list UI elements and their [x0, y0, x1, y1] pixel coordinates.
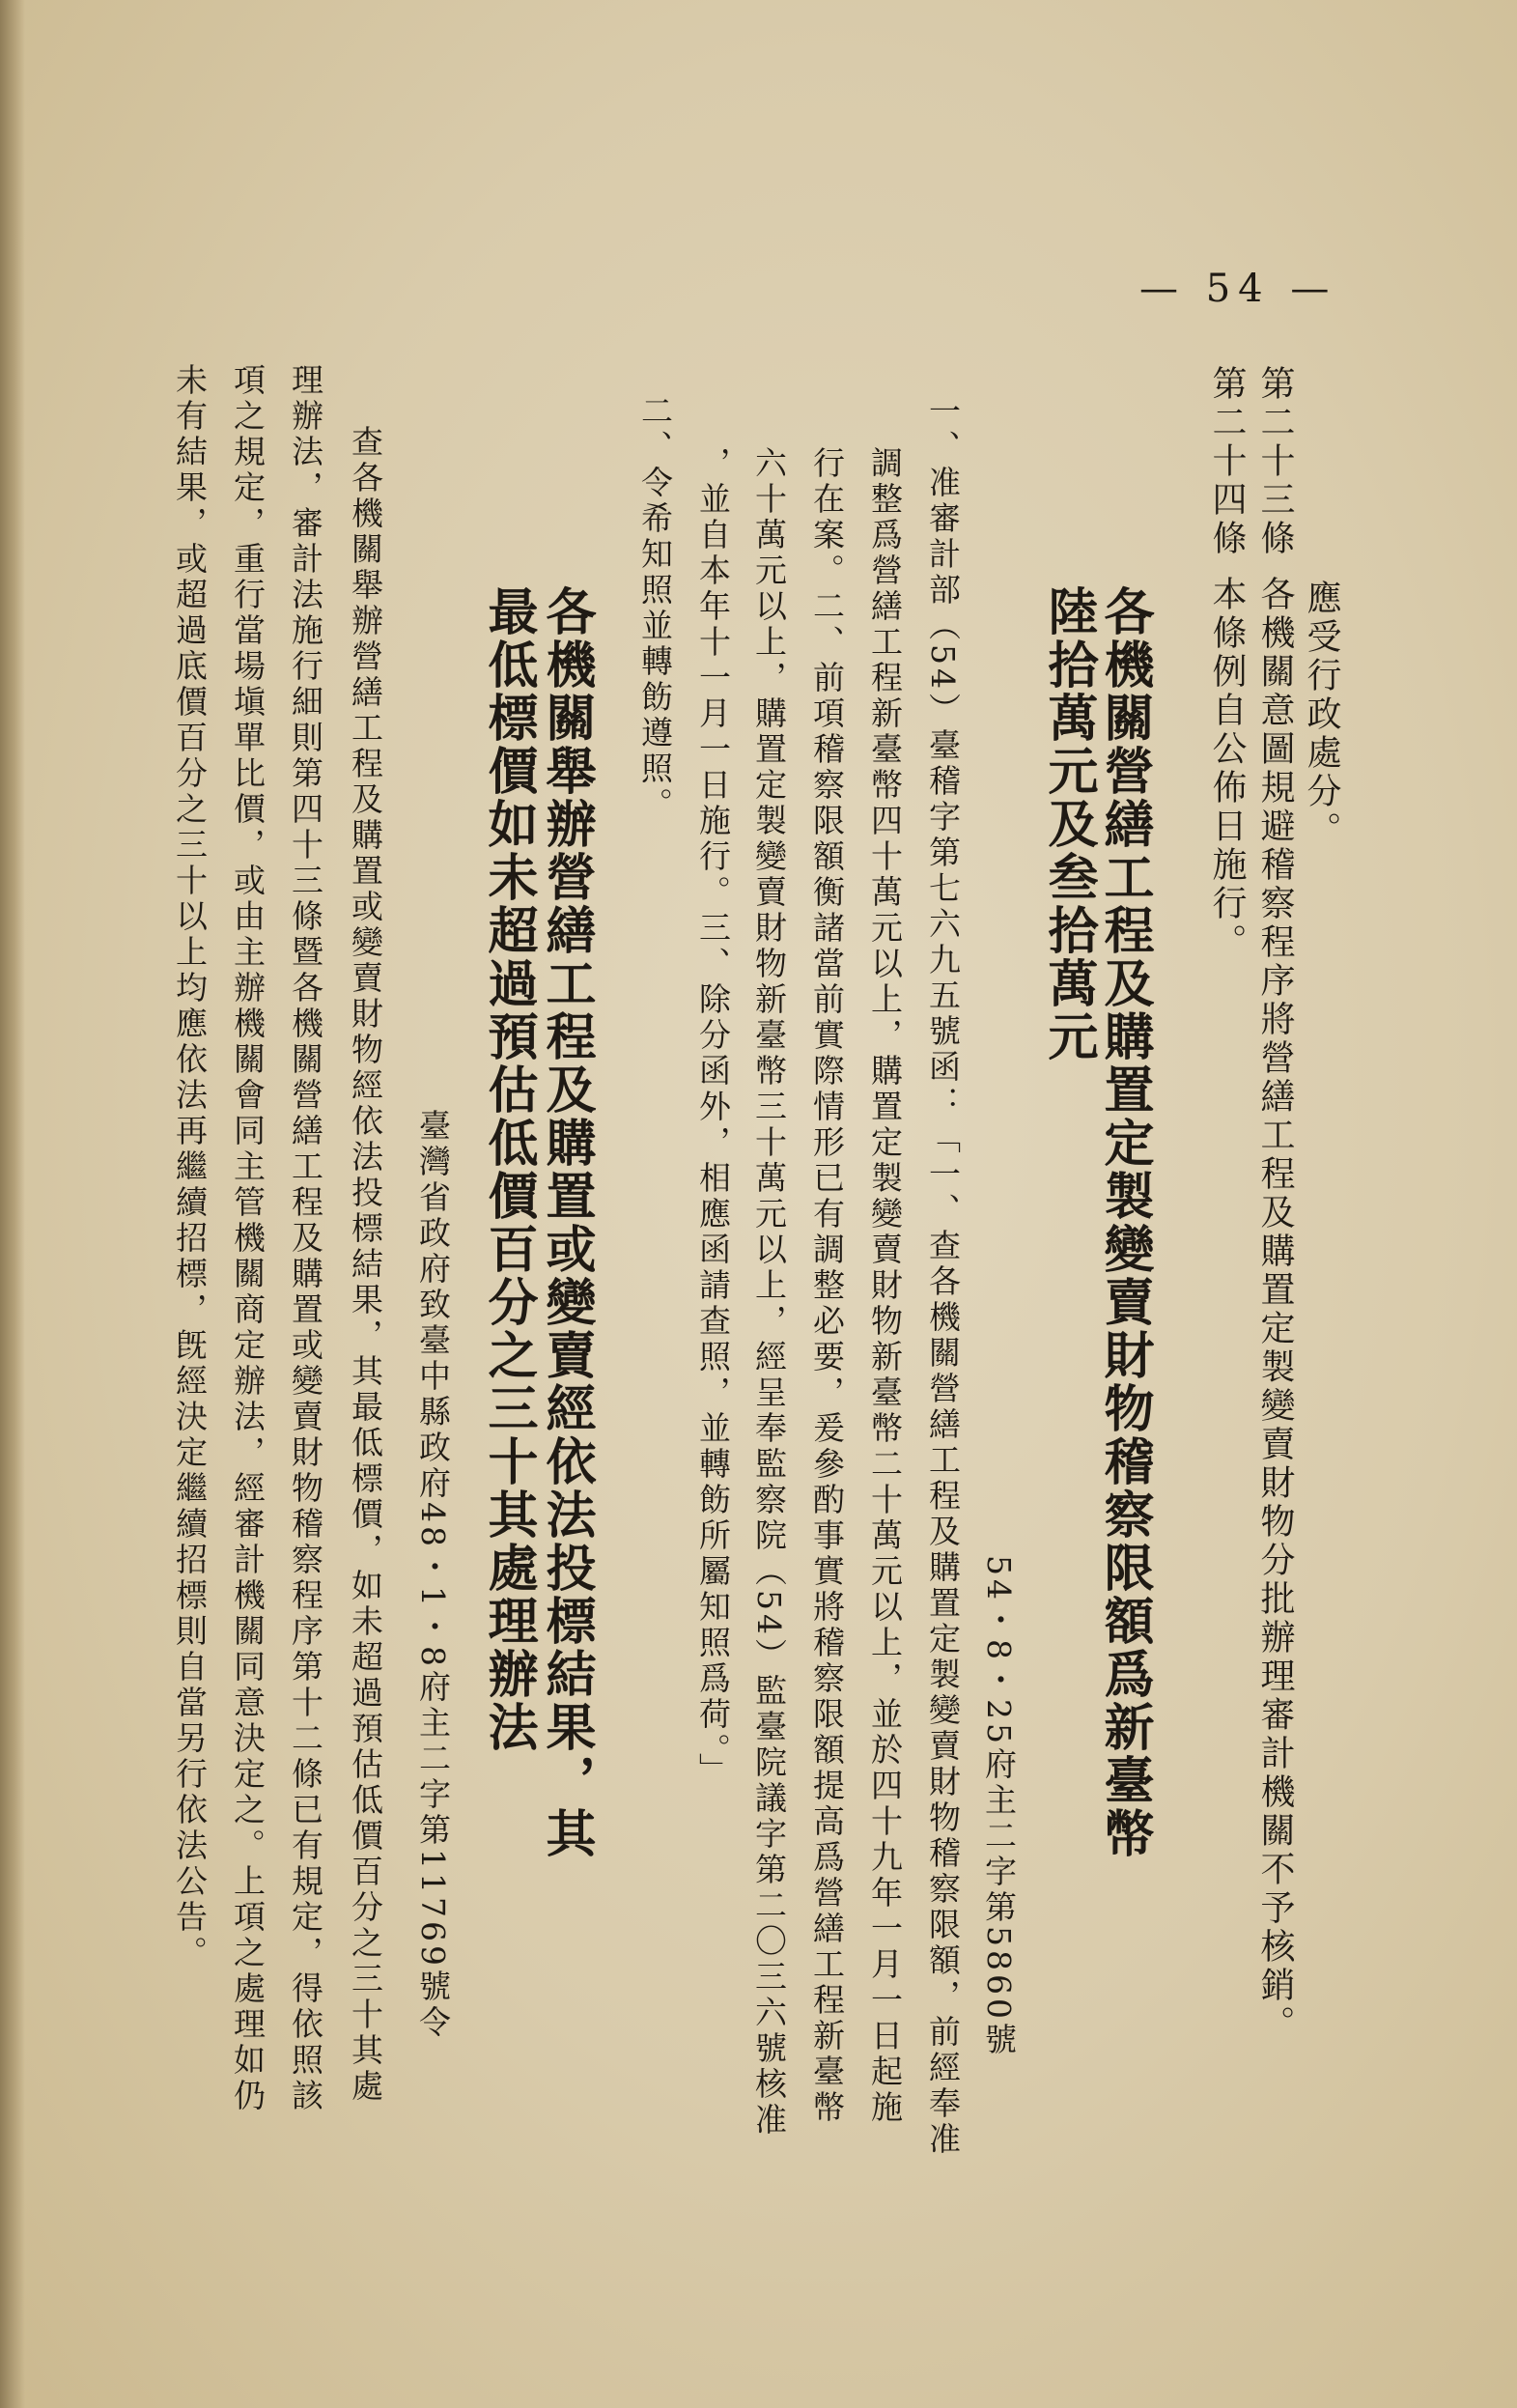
article-23 [1255, 365, 1295, 2044]
article-continuation [1302, 580, 1341, 850]
article-text: 各機關意圖規避稽察程序將營繕工程及購置定製變賣財物分批辦理審計機關不予核銷。 [1255, 576, 1295, 2044]
article-text: 應受行政處分。 [1302, 580, 1341, 850]
section1-body-line: 行在案。二、前項稽察限額衡諸當前實際情形已有調整必要，爰參酌事實將稽察限額提高爲營繕工程新臺幣 [808, 446, 846, 2126]
article-number: 第二十四條 [1207, 365, 1247, 558]
article-text: 本條例自公佈日施行。 [1207, 576, 1247, 962]
section2-reference: 臺灣省政府致臺中縣政府48・1・8府主二字第11769號令 [414, 1109, 452, 2041]
article-number: 第二十三條 [1255, 365, 1295, 558]
section2-title-line1: 各機關舉辦營繕工程及購置或變賣經依法投標結果，其 [537, 585, 596, 1860]
section1-title-line2: 陸拾萬元及叁拾萬元 [1039, 585, 1098, 1063]
section2-body-line: 理辦法，審計法施行細則第四十三條暨各機關營繕工程及購置或變賣財物稽察程序第十二條已有規定，得依照該 [287, 363, 324, 2114]
section2-body-line: 未有結果，或超過底價百分之三十以上均應依法再繼續招標，旣經決定繼續招標則自當另行依法公告。 [171, 363, 209, 1971]
section2-body-line: 查各機關舉辦營繕工程及購置或變賣財物經依法投標結果，其最低標價，如未超過預估低價百分之三十其處 [347, 425, 384, 2105]
section2-body-line: 項之規定，重行當場塡單比價，或由主辦機關會同主管機關商定辦法，經審計機關同意決定之。上項之處理如仍 [229, 363, 267, 2114]
section1-body-line: ，並自本年十一月一日施行。三、除分函外，相應函請查照，並轉飭所屬知照爲荷。」 [694, 446, 732, 1789]
section1-reference: 54・8・25府主二字第5860號 [980, 1555, 1018, 2058]
section1-body-line: 六十萬元以上，購置定製變賣財物新臺幣三十萬元以上，經呈奉監察院（54）監臺院議字第二〇三六號核准 [750, 446, 788, 2139]
page-spine-shadow [0, 0, 25, 2408]
section1-body-line: 調整爲營繕工程新臺幣四十萬元以上，購置定製變賣財物新臺幣二十萬元以上，並於四十九年一月一日起施 [866, 446, 904, 2126]
section1-body-line: 二、令希知照並轉飭遵照。 [636, 394, 674, 823]
section1-title-line1: 各機關營繕工程及購置定製變賣財物稽察限額爲新臺幣 [1095, 585, 1154, 1860]
article-24 [1207, 365, 1247, 962]
section1-body-line: 一、准審計部（54）臺稽字第七六九五號函：「一、查各機關營繕工程及購置定製變賣財物稽察限額，前經奉准 [924, 394, 962, 2158]
page-number: — 54 — [1139, 267, 1337, 311]
section2-title-line2: 最低標價如未超過預估低價百分之三十其處理辦法 [479, 585, 538, 1754]
